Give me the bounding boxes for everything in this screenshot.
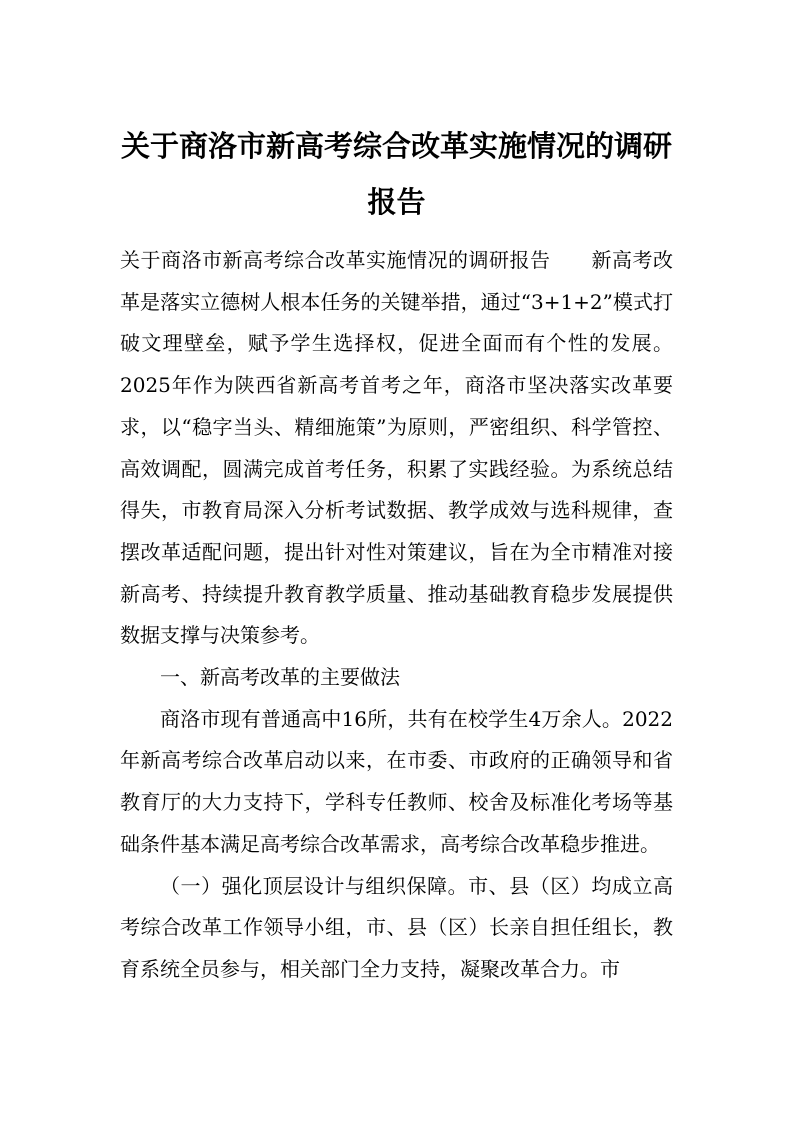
document-body [120,240,673,991]
body-paragraph: 商洛市现有普通高中16所，共有在校学生4万余人。2022年新高考综合改革启动以来，在市委、市政府的正确领导和省教育厅的大力支持下，学科专任教师、校舍及标准化考场等基础条件基本满足高考综合改革需求，高考综合改革稳步推进。 [120,706,673,856]
section-heading: 一、新高考改革的主要做法 [160,665,400,690]
document-title: 关于商洛市新高考综合改革实施情况的调研报告 [120,129,672,219]
subsection-paragraph: （一）强化顶层设计与组织保障。市、县（区）均成立高考综合改革工作领导小组，市、县（区）长亲自担任组长，教育系统全员参与，相关部门全力支持，凝聚改革合力。市 [120,873,673,981]
intro-paragraph: 关于商洛市新高考综合改革实施情况的调研报告 新高考改革是落实立德树人根本任务的关键举措，通过“3+1+2”模式打破文理壁垒，赋予学生选择权，促进全面而有个性的发展。2025年作为陕西省新高考首考之年，商洛市坚决落实改革要求，以“稳字当头、精细施策”为原则，严密组织、科学管控、高效调配，圆满完成首考任务，积累了实践经验。为系统总结得失，市教育局深入分析考试数据、教学成效与选科规律，查摆改革适配问题，提出针对性对策建议，旨在为全市精准对接新高考、持续提升教育教学质量、推动基础教育稳步发展提供数据支撑与决策参考。 [120,248,673,648]
